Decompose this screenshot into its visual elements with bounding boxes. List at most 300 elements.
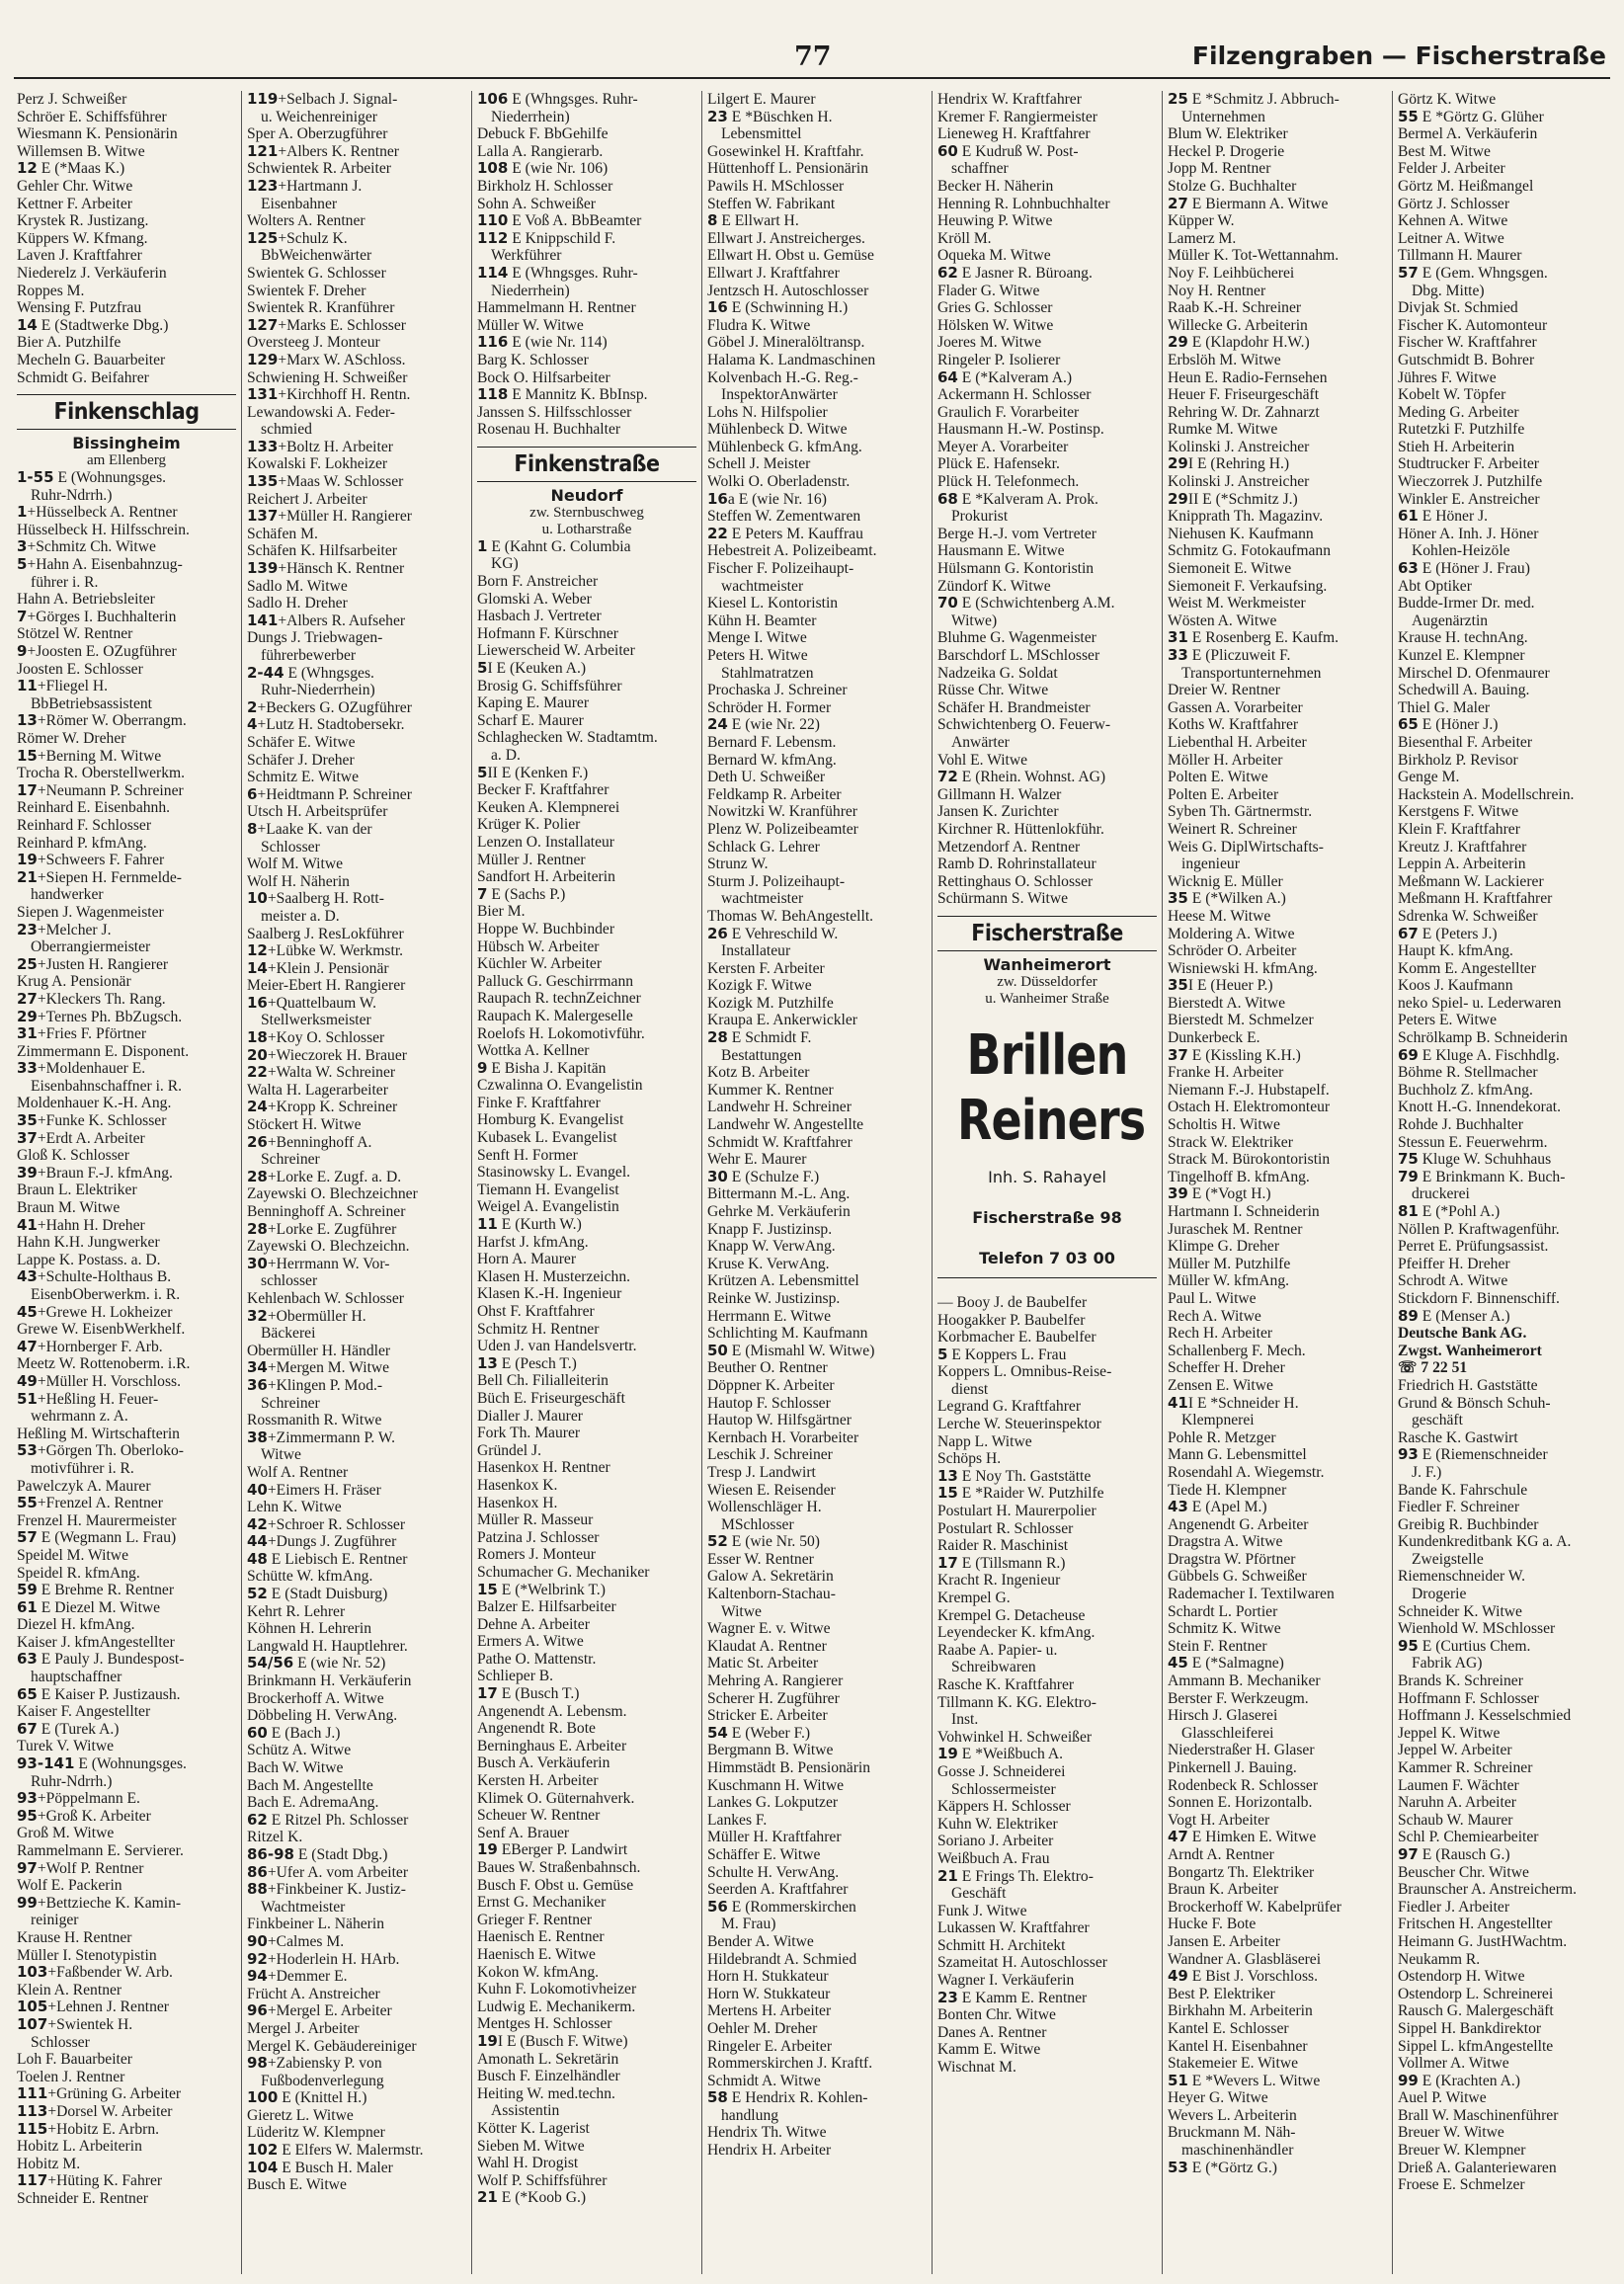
directory-entry (707, 752, 927, 770)
entry-text: E (Pliczuweit F. (1187, 647, 1291, 664)
directory-entry (937, 1729, 1157, 1747)
directory-entry (1168, 1238, 1387, 1256)
entry-text: Genge M. (1398, 769, 1460, 786)
entry-text: Bäckerei (261, 1325, 316, 1343)
entry-text: E (*Pohl A.) (1418, 1203, 1501, 1220)
house-number: 48 (247, 1550, 268, 1568)
directory-entry (937, 439, 1157, 456)
entry-text: E Busch H. Maler (278, 2159, 393, 2176)
house-number: 52 (247, 1586, 268, 1603)
entry-text: Bernard F. Lebensm. (707, 733, 837, 751)
directory-entry (477, 1042, 696, 1060)
directory-entry (247, 1377, 466, 1395)
directory-entry (17, 2016, 236, 2034)
entry-text: E *Wevers L. Witwe (1187, 2072, 1321, 2089)
house-number: 57 (17, 1529, 38, 1547)
directory-entry (477, 1651, 696, 1669)
entry-text: Breuer W. Klempner (1398, 2142, 1526, 2160)
directory-entry (17, 230, 236, 248)
entry-text: Bergmann B. Witwe (707, 1742, 834, 1759)
house-number: 20 (247, 1046, 268, 1064)
entry-text: Böhme R. Stellmacher (1398, 1064, 1538, 1082)
entry-text: Kaltenborn-Stachau- (707, 1586, 836, 1603)
directory-entry (1398, 317, 1614, 335)
entry-text: Kantel H. Eisenbahner (1168, 2037, 1308, 2055)
directory-entry (1398, 839, 1614, 856)
directory-entry (17, 1599, 236, 1617)
directory-entry (707, 1568, 927, 1586)
directory-entry (1168, 1499, 1387, 1516)
directory-entry (477, 317, 696, 335)
house-number: 21 (937, 1867, 958, 1885)
entry-text: Palluck G. Geschirrmann (477, 972, 634, 990)
directory-entry (707, 1134, 927, 1152)
directory-entry (707, 769, 927, 786)
directory-entry (247, 1099, 466, 1116)
directory-entry (707, 317, 927, 335)
directory-entry (17, 487, 236, 505)
house-number: 100 (247, 2089, 279, 2107)
entry-text: Kuschmann H. Witwe (707, 1776, 845, 1794)
entry-text: E (Höner J.) (1418, 716, 1499, 734)
entry-text: E (Riemenschneider (1418, 1446, 1548, 1464)
entry-text: +Moldenhauer E. (37, 1060, 146, 1078)
directory-entry (17, 1565, 236, 1583)
house-number: 81 (1398, 1203, 1419, 1220)
directory-entry (1168, 2107, 1387, 2125)
house-number: 114 (477, 264, 509, 282)
entry-text: hauptschaffner (31, 1669, 122, 1686)
entry-text: Wensing F. Putzfrau (17, 299, 142, 317)
directory-entry (1168, 716, 1387, 734)
entry-text: Sohn A. Schweißer (477, 195, 596, 212)
entry-text: Hildebrandt A. Schmied (707, 1950, 857, 1968)
entry-text: +Justen H. Rangierer (37, 955, 169, 973)
entry-text: I E *Schneider H. (1187, 1394, 1299, 1412)
directory-entry (247, 1533, 466, 1551)
entry-text: Postulart R. Schlosser (937, 1519, 1074, 1537)
directory-entry (477, 712, 696, 730)
house-number: 14 (247, 959, 268, 977)
directory-entry (1168, 682, 1387, 699)
house-number: 1 (477, 537, 488, 555)
directory-entry (937, 473, 1157, 491)
entry-text: Gloß K. Schlosser (17, 1147, 129, 1165)
directory-entry (17, 852, 236, 869)
entry-text: Wagner I. Verkäuferin (937, 1972, 1075, 1990)
entry-text: Gosewinkel H. Kraftfahr. (707, 142, 864, 160)
entry-text: Stessun E. Feuerwehrm. (1398, 1133, 1548, 1151)
directory-entry (477, 1008, 696, 1025)
directory-entry (17, 1877, 236, 1895)
entry-text: +Hüting K. Fahrer (47, 2172, 163, 2190)
directory-entry (1168, 1464, 1387, 1482)
district-heading: Wanheimerort (983, 954, 1111, 974)
directory-entry (1168, 1099, 1387, 1116)
directory-entry (937, 1555, 1157, 1573)
entry-text: Strack M. Bürokontoristin (1168, 1151, 1331, 1169)
directory-entry (247, 1638, 466, 1656)
directory-entry (17, 538, 236, 556)
entry-text: Ellwart J. Kraftfahrer (707, 264, 840, 282)
entry-text: Görtz K. Witwe (1398, 91, 1497, 108)
directory-entry (1168, 1082, 1387, 1100)
directory-entry (477, 1668, 696, 1685)
entry-text: Kettner F. Arbeiter (17, 195, 132, 212)
entry-text: Tingelhoff B. kfmAng. (1168, 1168, 1310, 1185)
directory-entry (17, 2069, 236, 2086)
directory-entry (247, 665, 466, 683)
entry-text: Bock O. Hilfsarbeiter (477, 368, 610, 386)
directory-entry (1398, 1551, 1614, 1569)
directory-entry (1398, 890, 1614, 908)
entry-text: Schäffer E. Witwe (707, 1845, 821, 1863)
house-number: 110 (477, 212, 509, 230)
entry-text: E (*Maas K.) (37, 160, 125, 178)
directory-entry (1398, 960, 1614, 978)
street-heading: Finkenstraße (477, 447, 696, 482)
directory-entry (707, 2002, 927, 2020)
directory-entry (937, 2024, 1157, 2042)
directory-entry (707, 1029, 927, 1047)
entry-text: Schneider E. Rentner (17, 2189, 148, 2207)
house-number: 95 (1398, 1637, 1419, 1655)
directory-entry (707, 2038, 927, 2056)
entry-text: Dungs J. Triebwagen- (247, 629, 383, 647)
directory-entry (247, 1777, 466, 1795)
directory-entry (477, 1703, 696, 1721)
entry-text: M. Frau) (721, 1916, 776, 1933)
entry-text: Hofmann F. Kürschner (477, 624, 618, 642)
entry-text: Hülsmann G. Kontoristin (937, 560, 1095, 578)
entry-text: +Quattelbaum W. (267, 994, 377, 1012)
entry-text: Fiedler F. Schreiner (1398, 1499, 1520, 1516)
directory-entry (247, 612, 466, 630)
entry-text: Berninghaus E. Arbeiter (477, 1737, 627, 1754)
entry-text: Syben Th. Gärtnermstr. (1168, 803, 1313, 821)
entry-text: Gosse J. Schneiderei (937, 1762, 1066, 1780)
directory-entry (247, 1308, 466, 1326)
entry-text: +Lorke E. Zugf. a. D. (267, 1168, 402, 1185)
directory-entry (477, 1616, 696, 1634)
directory-entry (937, 769, 1157, 786)
entry-text: reiniger (31, 1912, 79, 1929)
entry-text: Siemoneit E. Witwe (1168, 560, 1292, 578)
entry-text: +Fries F. Pförtner (37, 1025, 147, 1043)
entry-text: Flader G. Witwe (937, 282, 1040, 299)
entry-text: Hobitz L. Arbeiterin (17, 2138, 142, 2156)
directory-entry (1398, 1012, 1614, 1029)
entry-text: Wolf P. Schiffsführer (477, 2171, 608, 2189)
entry-text: Scholtis H. Witwe (1168, 1116, 1280, 1134)
directory-entry (247, 1412, 466, 1429)
entry-text: Gutschmidt B. Bohrer (1398, 351, 1535, 368)
directory-entry (247, 1725, 466, 1743)
entry-text: E Mannitz K. BbInsp. (508, 386, 648, 404)
entry-text: +Müller H. Rangierer (278, 508, 412, 526)
entry-text: Kirchner R. Hüttenlokführ. (937, 820, 1104, 838)
entry-text: E (Whngsges. Ruhr- (508, 264, 638, 282)
directory-entry (17, 522, 236, 539)
entry-text: Niederrhein) (491, 282, 570, 299)
house-number: 59 (17, 1582, 38, 1599)
entry-text: Zensen E. Witwe (1168, 1376, 1273, 1394)
directory-entry (937, 1294, 1157, 1312)
directory-entry (247, 942, 466, 960)
directory-entry (247, 1446, 466, 1464)
directory-entry (707, 1359, 927, 1377)
entry-text: Hasenkox K. (477, 1476, 558, 1494)
directory-entry (1398, 1846, 1614, 1864)
entry-text: Bruckmann M. Näh- (1168, 2124, 1296, 2142)
directory-entry (937, 230, 1157, 248)
house-number: 12 (17, 160, 38, 178)
entry-text: Hahn K.H. Jungwerker (17, 1234, 160, 1252)
directory-entry (477, 1928, 696, 1946)
entry-text: Klasen H. Musterzeichn. (477, 1267, 631, 1285)
entry-text: Perret E. Prüfungsassist. (1398, 1238, 1549, 1256)
directory-entry (17, 817, 236, 835)
entry-text: +Mergen M. Witwe (267, 1359, 390, 1377)
entry-text: Schwichtenberg O. Feuerw- (937, 716, 1111, 734)
directory-entry (1168, 873, 1387, 891)
directory-entry (1168, 2142, 1387, 2160)
entry-text: Leschik J. Schreiner (707, 1446, 833, 1464)
entry-text: Raab K.-H. Schreiner (1168, 299, 1302, 317)
directory-entry (477, 1268, 696, 1286)
house-number: 2 (247, 698, 258, 716)
directory-entry (937, 699, 1157, 717)
directory-entry (247, 1759, 466, 1777)
entry-text: Turek V. Witwe (17, 1738, 115, 1755)
directory-entry (937, 386, 1157, 404)
entry-text: Fischer F. Polizeihaupt- (707, 560, 854, 578)
directory-entry (17, 143, 236, 161)
directory-entry (937, 1381, 1157, 1399)
entry-text: E Höner J. (1418, 508, 1489, 526)
entry-text: Schrodt A. Witwe (1398, 1272, 1508, 1290)
entry-text: Görtz J. Schlosser (1398, 195, 1510, 212)
directory-entry (707, 1864, 927, 1882)
entry-text: Ringeler P. Isolierer (937, 351, 1061, 368)
entry-text: Lalla A. Rangierarb. (477, 142, 604, 160)
directory-entry (937, 716, 1157, 734)
entry-text: handlung (721, 2106, 779, 2124)
entry-text: ingenieur (1181, 856, 1240, 873)
entry-text: Vohwinkel H. Schweißer (937, 1728, 1093, 1746)
entry-text: Hackstein A. Modellschrein. (1398, 785, 1575, 803)
directory-entry (247, 2089, 466, 2107)
entry-text: E Biermann A. Witwe (1187, 195, 1329, 212)
entry-text: Korbmacher E. Baubelfer (937, 1329, 1096, 1346)
entry-text: Schäfen K. Hilfsarbeiter (247, 542, 397, 560)
entry-text: Vohl E. Witwe (937, 751, 1028, 769)
house-number: 63 (1398, 560, 1419, 578)
entry-text: Kersten F. Arbeiter (707, 959, 825, 977)
entry-text: Tiemann H. Evangelist (477, 1181, 619, 1198)
entry-text: führer i. R. (31, 573, 99, 591)
directory-entry (247, 178, 466, 196)
directory-entry (17, 109, 236, 126)
directory-entry (937, 265, 1157, 283)
entry-text: E (Sachs P.) (487, 885, 566, 903)
directory-entry (1398, 196, 1614, 213)
directory-entry (17, 1738, 236, 1755)
directory-entry (1168, 1047, 1387, 1065)
directory-entry (1398, 299, 1614, 317)
directory-entry (1398, 1482, 1614, 1500)
entry-text: Zweigstelle (1412, 1550, 1484, 1568)
entry-text: +Demmer E. (267, 1968, 348, 1986)
entry-text: Schlosser (31, 2033, 90, 2051)
directory-entry (477, 1129, 696, 1147)
directory-entry (1398, 1568, 1614, 1586)
directory-entry (247, 283, 466, 300)
directory-entry (247, 2142, 466, 2160)
directory-entry (17, 1252, 236, 1269)
directory-entry (247, 212, 466, 230)
directory-entry (477, 386, 696, 404)
directory-entry (707, 160, 927, 178)
house-number: 40 (247, 1481, 268, 1499)
house-number: 15 (477, 1581, 498, 1598)
entry-text: E (Weber F.) (727, 1724, 811, 1742)
directory-entry (937, 1450, 1157, 1468)
directory-entry (937, 1312, 1157, 1330)
entry-text: Jeppel W. Arbeiter (1398, 1742, 1512, 1759)
entry-text: Wottka A. Kellner (477, 1042, 590, 1060)
entry-text: E (Stadt Duisburg) (267, 1586, 388, 1603)
house-number: 47 (17, 1338, 38, 1355)
entry-text: +Ufer A. vom Arbeiter (267, 1863, 409, 1881)
entry-text: Wolki O. Oberladenstr. (707, 473, 851, 491)
entry-text: Haenisch E. Rentner (477, 1928, 605, 1946)
entry-text: Heckel P. Drogerie (1168, 142, 1285, 160)
entry-text: Joeres M. Witwe (937, 334, 1042, 352)
house-number: 54/56 (247, 1655, 294, 1672)
directory-entry (477, 196, 696, 213)
directory-entry (477, 938, 696, 956)
directory-entry (17, 1669, 236, 1686)
directory-entry (17, 609, 236, 626)
directory-entry (1168, 786, 1387, 804)
house-number: 61 (17, 1598, 38, 1616)
entry-text: Hölsken W. Witwe (937, 316, 1054, 334)
entry-text: Rüsse Chr. Witwe (937, 682, 1049, 699)
entry-text: Schmitt H. Architekt (937, 1936, 1066, 1954)
directory-entry (1398, 212, 1614, 230)
entry-text: Franke H. Arbeiter (1168, 1064, 1284, 1082)
directory-entry (1398, 1690, 1614, 1708)
entry-text: +Groß K. Arbeiter (37, 1807, 151, 1825)
entry-text: Lankes G. Lokputzer (707, 1794, 839, 1812)
entry-text: Danes A. Rentner (937, 2023, 1047, 2041)
entry-text: Küpper W. (1168, 212, 1235, 230)
entry-text: Rettinghaus O. Schlosser (937, 872, 1094, 890)
directory-entry (707, 873, 927, 891)
entry-text: Raabe A. Papier- u. (937, 1641, 1058, 1659)
house-number: 11 (17, 678, 38, 695)
directory-entry (247, 1864, 466, 1882)
entry-text: Abt Optiker (1398, 577, 1472, 595)
directory-entry (477, 404, 696, 422)
directory-entry (247, 734, 466, 752)
directory-entry (17, 730, 236, 748)
house-number: 15 (937, 1485, 958, 1503)
directory-entry (247, 421, 466, 439)
directory-entry (937, 369, 1157, 387)
entry-text: Stolze G. Buchhalter (1168, 177, 1297, 195)
directory-entry (1398, 1377, 1614, 1395)
entry-text: Kuhn W. Elektriker (937, 1815, 1058, 1833)
directory-entry (1168, 1272, 1387, 1290)
entry-text: Unternehmen (1181, 108, 1265, 125)
directory-entry (937, 821, 1157, 839)
entry-text: Horn A. Maurer (477, 1251, 577, 1268)
house-number: 21 (477, 2189, 498, 2207)
entry-text: Schröder H. Former (707, 698, 832, 716)
entry-text: Jeppel K. Witwe (1398, 1724, 1501, 1742)
directory-entry (1398, 856, 1614, 873)
house-number: 28 (247, 1220, 268, 1238)
directory-entry (1168, 334, 1387, 352)
directory-entry (1168, 91, 1387, 109)
entry-text: Balzer E. Hilfsarbeiter (477, 1598, 616, 1616)
directory-entry (247, 230, 466, 248)
entry-text: Käppers H. Schlosser (937, 1798, 1071, 1816)
entry-text: Schreiner (261, 1394, 320, 1412)
entry-text: +Benninghoff A. (267, 1133, 372, 1151)
directory-entry (17, 352, 236, 369)
entry-text: Homburg K. Evangelist (477, 1111, 624, 1129)
directory-entry (1168, 1881, 1387, 1899)
directory-entry (1398, 1829, 1614, 1846)
entry-text: Grewe W. EisenbWerkhelf. (17, 1321, 186, 1339)
directory-entry (17, 1929, 236, 1947)
directory-entry (477, 247, 696, 265)
directory-entry (247, 1029, 466, 1047)
directory-entry (477, 1234, 696, 1252)
directory-entry (1168, 1116, 1387, 1134)
directory-entry (707, 1221, 927, 1239)
directory-entry (247, 908, 466, 926)
entry-text: meister a. D. (261, 907, 340, 925)
entry-text: II E (Kenken F.) (487, 764, 589, 781)
entry-text: +Beckers G. OZugführer (257, 698, 412, 716)
directory-entry (247, 1290, 466, 1308)
entry-text: Wagner E. v. Witwe (707, 1620, 831, 1638)
directory-entry (937, 526, 1157, 543)
entry-text: +Eimers H. Fräser (267, 1481, 381, 1499)
directory-entry (707, 125, 927, 143)
entry-text: Kobelt W. Töpfer (1398, 386, 1506, 404)
entry-text: +Dungs J. Zugführer (267, 1533, 397, 1551)
entry-text: Rodenbeck R. Schlosser (1168, 1776, 1319, 1794)
directory-entry (1398, 1395, 1614, 1413)
house-number: 53 (17, 1442, 38, 1460)
directory-entry (707, 1933, 927, 1951)
directory-entry (937, 1676, 1157, 1694)
entry-text: +Hornberger F. Arb. (37, 1338, 163, 1355)
directory-entry (707, 473, 927, 491)
entry-text: Sieben M. Witwe (477, 2137, 585, 2155)
directory-entry (707, 352, 927, 369)
house-number: 29 (17, 1008, 38, 1025)
entry-text: schlosser (261, 1272, 318, 1290)
directory-entry (1398, 404, 1614, 422)
entry-text: Wolf E. Packerin (17, 1877, 122, 1895)
street-heading: Fischerstraße (937, 916, 1157, 951)
